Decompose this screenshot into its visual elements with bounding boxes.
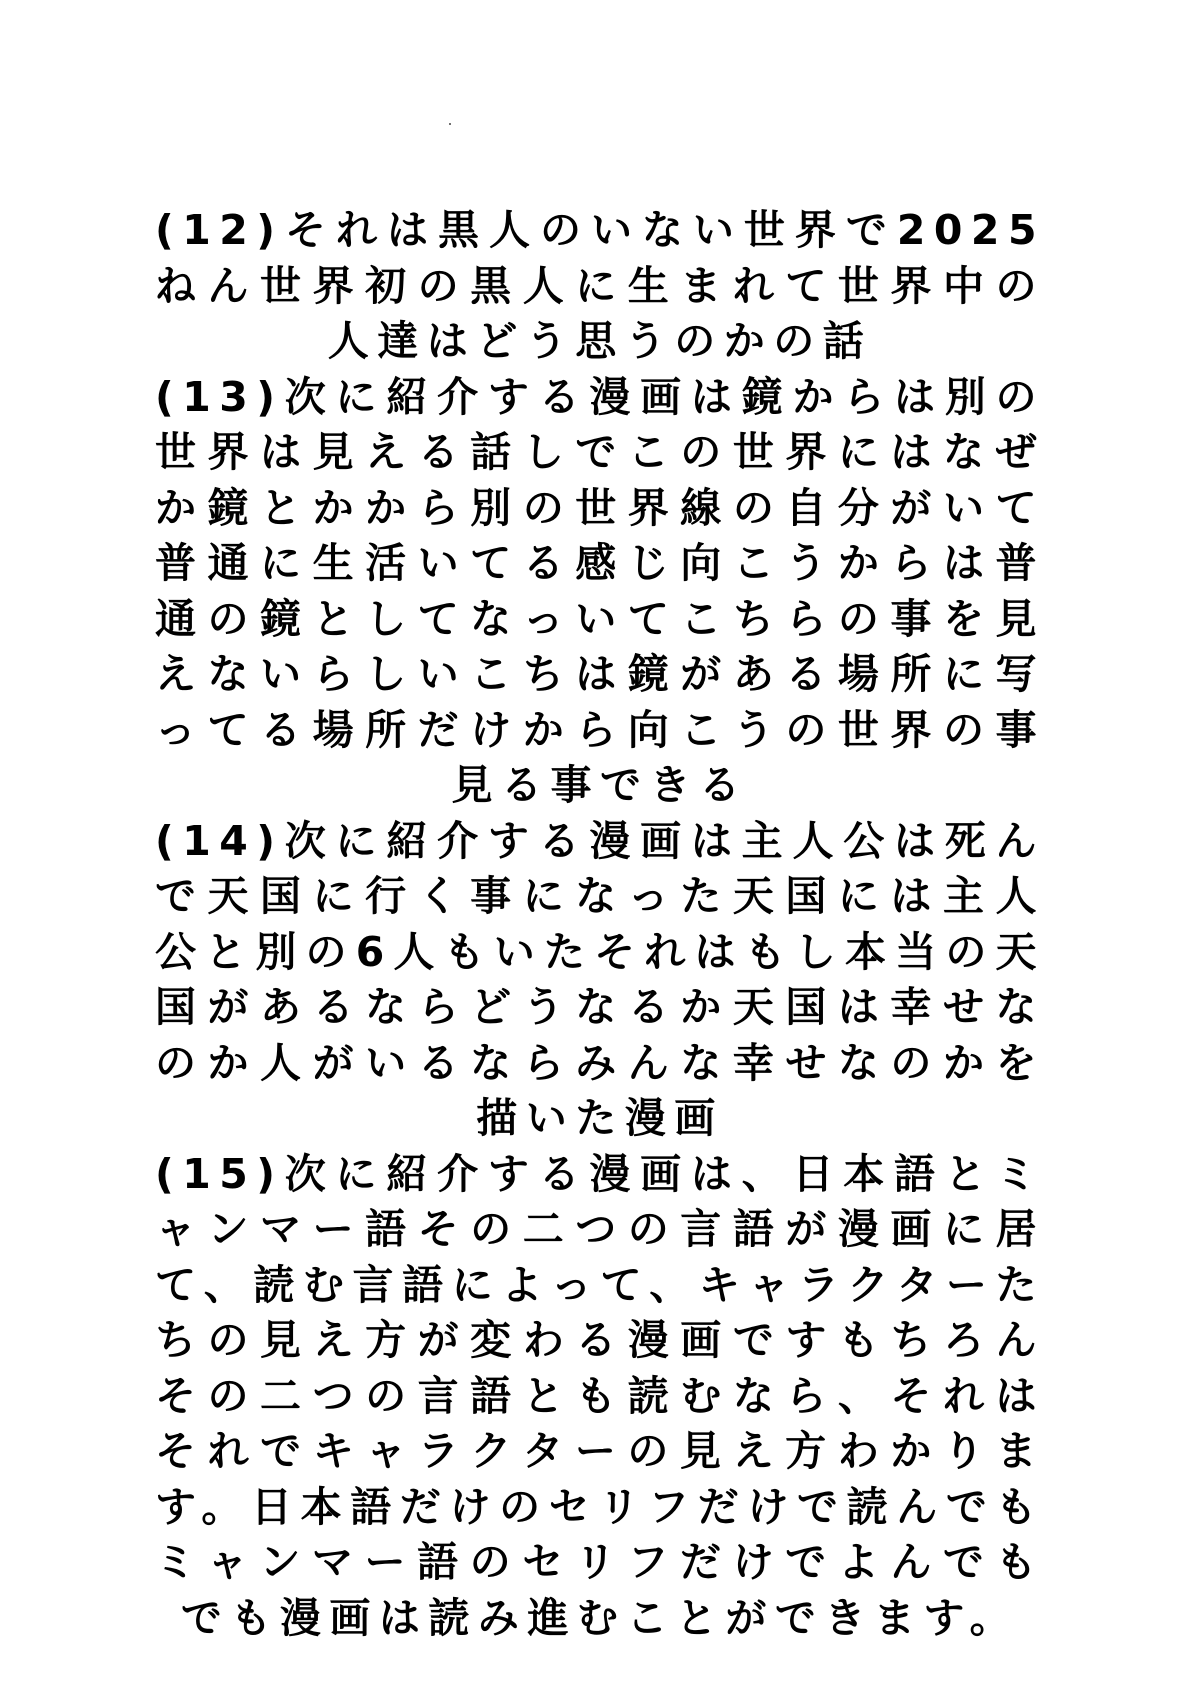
scan-speck <box>449 123 451 125</box>
entry-14: (14)次に紹介する漫画は主人公は死んで天国に行く事になった天国には主人公と別の6人もいたそれはもし本当の天国があるならどうなるか天国は幸せなのか人がいるならみんな幸せなのかを描いた漫画 <box>155 816 1045 1142</box>
entry-15: (15)次に紹介する漫画は、日本語とミャンマー語その二つの言語が漫画に居て、読む言語によって、キャラクターたちの見え方が変わる漫画ですもちろんその二つの言語とも読むなら、それはそれでキャラクターの見え方わかります。日本語だけのセリフだけで読んでもミャンマー語のセリフだけでよんでもでも漫画は読み進むことができます。 <box>155 1149 1045 1642</box>
entry-12: (12)それは黒人のいない世界で2025ねん世界初の黒人に生まれて世界中の人達はどう思うのかの話 <box>155 206 1045 365</box>
entry-13: (13)次に紹介する漫画は鏡からは別の世界は見える話しでこの世界にはなぜか鏡とかから別の世界線の自分がいて普通に生活いてる感じ向こうからは普通の鏡としてなっいてこちらの事を見えないらしいこちは鏡がある場所に写ってる場所だけから向こうの世界の事見る事できる <box>155 372 1045 809</box>
document-body <box>155 203 1045 1646</box>
